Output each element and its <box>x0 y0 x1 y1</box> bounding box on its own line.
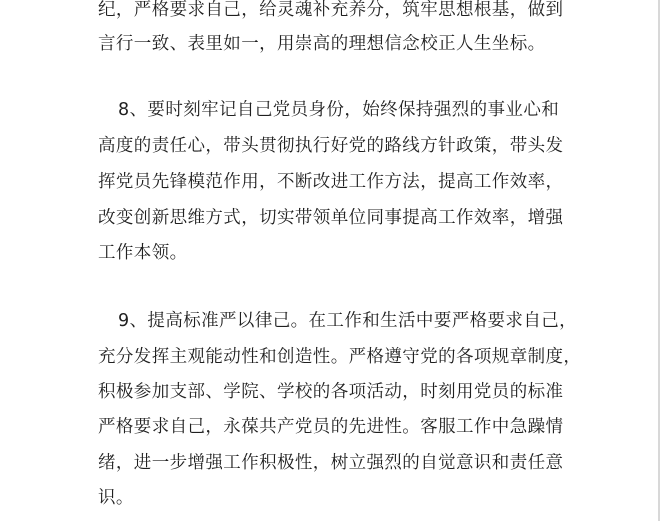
paragraph-8-line-3: 挥党员先锋模范作用，不断改进工作方法，提高工作效率， <box>98 172 564 192</box>
paragraph-9-line-3: 积极参加支部、学院、学校的各项活动，时刻用党员的标准 <box>98 382 564 402</box>
paragraph-8-line-5: 工作本领。 <box>98 243 188 263</box>
paragraph-8-line-2: 高度的责任心，带头贯彻执行好党的路线方针政策，带头发 <box>98 136 564 156</box>
paragraph-9-line-1: 9、提高标准严以律己。在工作和生活中要严格要求自己， <box>118 311 578 331</box>
paragraph-9-line-6: 识。 <box>98 488 134 508</box>
paragraph-9-line-2: 充分发挥主观能动性和创造性。严格遵守党的各项规章制度， <box>98 347 582 367</box>
paragraph-7-line-1: 纪，严格要求自己，给灵魂补充养分，筑牢思想根基，做到 <box>98 0 564 20</box>
paragraph-7-line-2: 言行一致、表里如一，用崇高的理想信念校正人生坐标。 <box>98 34 546 54</box>
paragraph-9-line-4: 严格要求自己，永葆共产党员的先进性。客服工作中急躁情 <box>98 417 564 437</box>
paragraph-8-line-1: 8、要时刻牢记自己党员身份，始终保持强烈的事业心和 <box>118 100 560 120</box>
paragraph-8-line-4: 改变创新思维方式，切实带领单位同事提高工作效率，增强 <box>98 208 564 228</box>
paragraph-9-line-5: 绪，进一步增强工作积极性，树立强烈的自觉意识和责任意 <box>98 453 564 473</box>
